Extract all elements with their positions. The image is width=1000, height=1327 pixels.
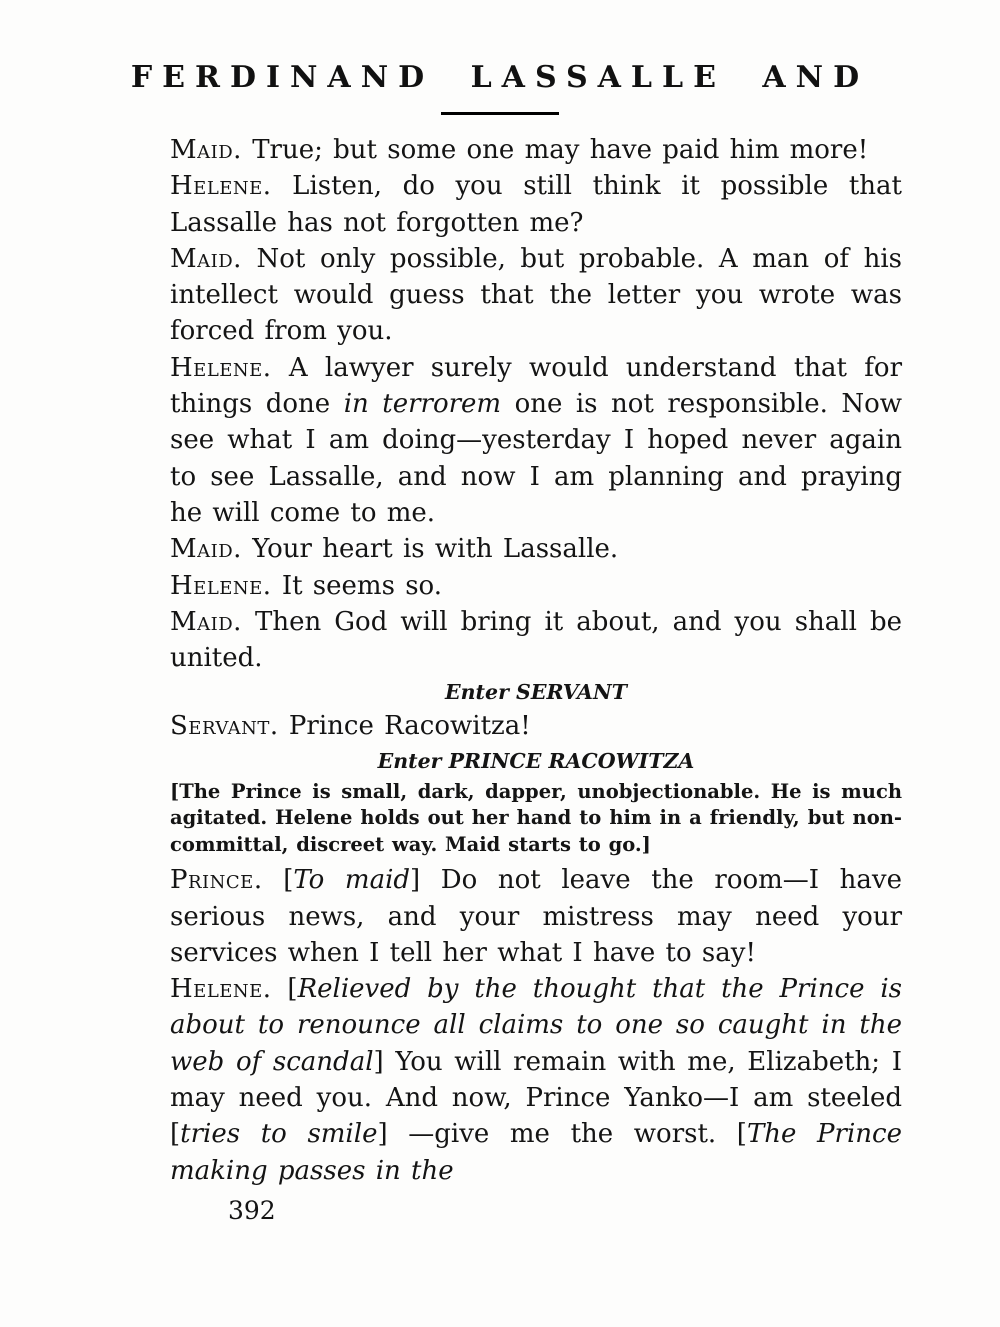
dialogue-paragraph: [170, 971, 902, 1189]
text-segment: Not only possible, but probable. A man of his intellect would guess that the letter you wrote was forced from you.: [170, 243, 902, 347]
text-segment: Relieved by the thought that the Prince is about to renounce all claims to one so caught in the web of scandal: [170, 974, 902, 1077]
text-segment: Then God will bring it about, and you shall be united.: [170, 606, 902, 674]
text-segment: To maid: [293, 865, 411, 896]
text-segment: Enter PRINCE RACOWITZA: [377, 748, 695, 773]
text-segment: tries to smile: [180, 1119, 378, 1150]
page-number: 392: [228, 1195, 276, 1225]
header-rule-divider: [441, 112, 559, 115]
text-segment: Prince Racowitza!: [278, 711, 531, 742]
text-segment: Listen, do you still think it possible that Lassalle has not forgotten me?: [170, 171, 902, 238]
text-segment: ] —give me the worst. [: [377, 1119, 747, 1150]
stage-direction-note: [170, 779, 902, 859]
dialogue-paragraph: [170, 350, 902, 531]
speaker-name: Servant.: [170, 711, 279, 742]
text-segment: [The Prince is small, dark, dapper, unobjectionable. He is much agitated. Helene holds out her hand to him in a friendly, but non-committal, discreet way. Maid starts to go.]: [170, 779, 902, 856]
text-segment: Your heart is with Lassalle.: [241, 534, 619, 565]
text-segment: True; but some one may have paid him more!: [241, 135, 869, 165]
speaker-name: Maid.: [170, 243, 242, 274]
speaker-name: Helene.: [170, 171, 272, 202]
dialogue-paragraph: [170, 568, 902, 604]
text-segment: [: [262, 865, 294, 896]
dialogue-paragraph: [170, 604, 902, 677]
speaker-name: Helene.: [170, 352, 272, 383]
dialogue-paragraph: [170, 241, 902, 350]
speaker-name: Maid.: [170, 135, 242, 165]
speaker-name: Maid.: [170, 606, 242, 637]
stage-direction-centered: [170, 746, 902, 776]
text-blocks: [170, 132, 902, 1189]
text-segment: [: [271, 974, 298, 1005]
running-head-title: FERDINAND LASSALLE AND: [130, 60, 870, 95]
text-segment: in terrorem: [343, 389, 502, 420]
text-segment: ] You will remain with me, Elizabeth; I may need you. And now, Prince Yanko—I am steeled [: [170, 1046, 902, 1150]
speaker-name: Helene.: [170, 974, 272, 1005]
dialogue-paragraph: [170, 132, 902, 168]
stage-direction-centered: [170, 677, 902, 707]
dialogue-paragraph: [170, 862, 902, 971]
dialogue-paragraph: [170, 531, 902, 567]
dialogue-paragraph: [170, 168, 902, 241]
speaker-name: Helene.: [170, 570, 272, 601]
text-segment: one is not responsible. Now see what I am doing—yesterday I hoped never again to see Lassalle, and now I am planning and praying he will come to me.: [170, 389, 903, 528]
text-segment: It seems so.: [271, 570, 442, 601]
speaker-name: Prince.: [170, 865, 263, 896]
dialogue-paragraph: [170, 708, 902, 744]
text-column: [170, 132, 902, 1226]
text-segment: The Prince making passes in the: [170, 1119, 902, 1186]
text-segment: A lawyer surely would understand that for things done: [170, 352, 902, 420]
text-segment: Enter SERVANT: [445, 680, 627, 705]
speaker-name: Maid.: [170, 534, 242, 565]
text-segment: ] Do not leave the room—I have serious news, and your mistress may need your services when I tell her what I have to say!: [170, 865, 902, 968]
